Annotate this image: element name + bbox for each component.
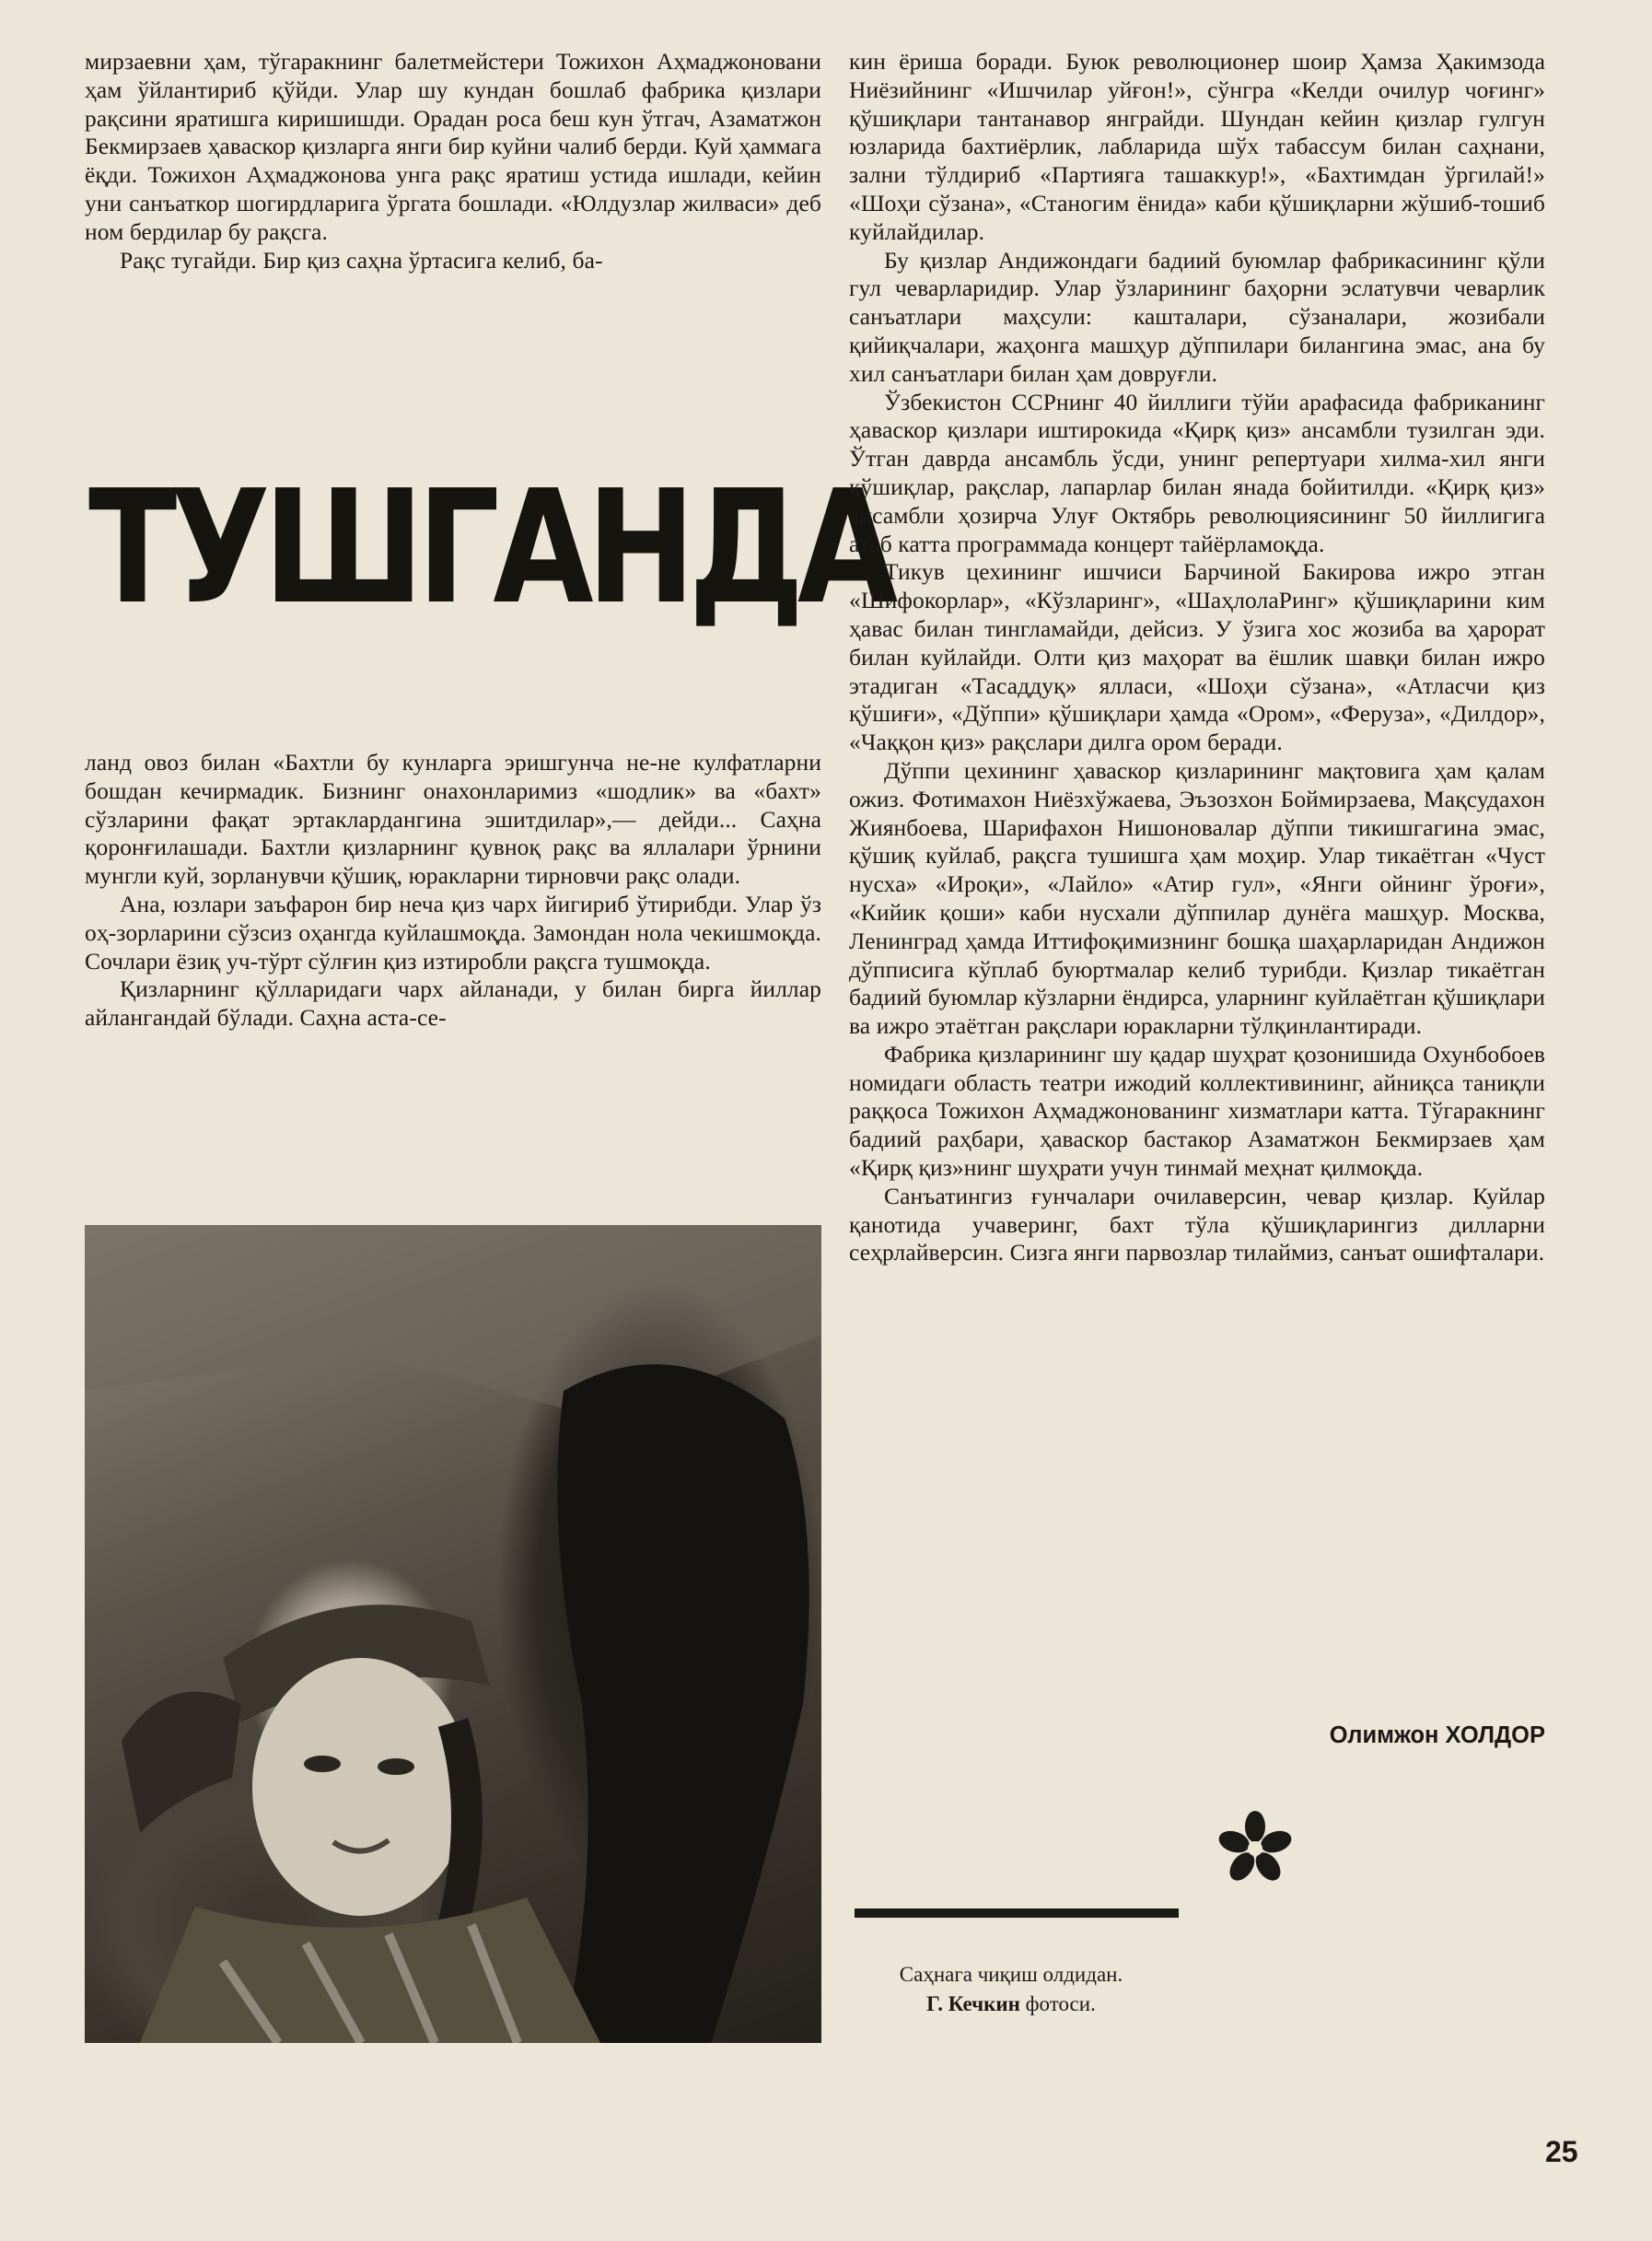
paragraph: кин ёриша боради. Буюк революционер шоир Ҳамза Ҳакимзода Ниёзийнинг «Ишчилар уйғон!», сўнгра «Келди очилур чоғинг» қўшиқлари тантанавор янграйди. Шундан кейин қизлар гулгун юзларида бахтиёрлик, лабларида шўх табассум билан саҳнани, зални тўлдириб «Партияга ташаккур!», «Бахтимдан ўргилай!» «Шоҳи сўзана», «Станогим ёнида» каби қўшиқларни жўшиб-тошиб куйлайдилар. — [849, 48, 1545, 245]
paragraph: Санъатингиз ғунчалари очилаверсин, чевар қизлар. Куйлар қанотида учаверинг, бахт тўла қўшиқларингиз дилларни сеҳрлайверсин. Сизга янги парвозлар тилаймиз, санъат ошифталари. — [849, 1182, 1545, 1266]
author-byline: Олимжон ХОЛДОР — [1329, 1722, 1545, 1748]
left-column-bottom — [85, 749, 821, 1033]
caption-suffix: фотоси. — [1019, 1992, 1096, 2015]
paragraph: мирзаевни ҳам, тўгаракнинг балетмейстери Тожихон Аҳмаджоновани ҳам ўйлантириб қўйди. Улар шу кундан бошлаб фабрика қизлари рақсини яратишга киришишди. Орадан роса беш кун ўтгач, Азаматжон Бекмирзаев ҳаваскор қизларга янги бир куйни чалиб берди. Куй ҳаммага ёқди. Тожихон Аҳмаджонова унга рақс яратиш устида ишлади, кейин уни санъаткор шогирдларига ўргата бошлади. «Юлдузлар жилваси» деб ном бердилар бу рақсга. — [85, 48, 821, 245]
paragraph: Ана, юзлари заъфарон бир неча қиз чарх йигириб ўтирибди. Улар ўз оҳ-зорларини сўзсиз оҳангда куйлашмоқда. Замондан нола чекишмоқда. Сочлари ёзиқ уч-тўрт сўлғин қиз изтиробли рақсга тушмоқда. — [85, 890, 821, 975]
flower-ornament-icon — [1214, 1807, 1297, 1890]
paragraph: Тикув цехининг ишчиси Барчиной Бакирова ижро этган «Шифокорлар», «Кўзларинг», «ШаҳлолаРинг» қўшиқларини ким ҳавас билан тингламайди, дейсиз. У ўзига хос жозиба ва ҳарорат билан куйлайди. Олти қиз маҳорат ва ёшлик шавқи билан ижро этадиган «Тасаддуқ» ялласи, «Шоҳи сўзана», «Атласчи қиз қўшиғи», «Дўппи» қўшиқлари ҳамда «Ором», «Феруза», «Дилдор», «Чаққон қиз» рақслари дилга ором беради. — [849, 558, 1545, 756]
paragraph: Қизларнинг қўлларидаги чарх айланади, у билан бирга йиллар айлангандай бўлади. Саҳна аста-се- — [85, 975, 821, 1032]
page-number: 25 — [1545, 2135, 1578, 2168]
photographer-name: Г. Кечкин — [926, 1992, 1020, 2015]
divider-rule — [855, 1908, 1179, 1918]
paragraph: Бу қизлар Андижондаги бадиий буюмлар фабрикасининг қўли гул чеварларидир. Улар ўзларининг баҳорни эслатувчи чеварлик санъатлари маҳсули: кашталари, сўзаналари, жозибали қийиқчалари, жаҳонга машҳур дўппилари билангина эмас, ана бу хил санъатлари билан ҳам довруғли. — [849, 246, 1545, 387]
photo-caption — [855, 1960, 1168, 2019]
left-column-top — [85, 48, 821, 274]
right-column — [849, 48, 1545, 1267]
paragraph: Дўппи цехининг ҳаваскор қизларининг мақтовига ҳам қалам ожиз. Фотимахон Ниёзхўжаева, Эъзозхон Боймирзаева, Мақсудахон Жиянбоева, Шарифахон Нишоновалар дўппи тикишгагина эмас, қўшиқ куйлаб, рақсга тушишга ҳам моҳир. Улар тикаётган «Чуст нусха» «Ироқи», «Лайло» «Атир гул», «Янги ойнинг ўроғи», «Кийик қоши» каби нусхали дўппилар дунёга машҳур. Москва, Ленинград ҳамда Иттифоқимизнинг бошқа шаҳарларидан Андижон дўпписига кўплаб буюртмалар келиб турибди. Қизлар тикаётган бадиий буюмлар кўзларни ёндирса, уларнинг куйлаётган қўшиқлари ва ижро этаётган рақслари юракларни тўлқинлантиради. — [849, 756, 1545, 1040]
photo-girls-backstage — [85, 1225, 821, 2043]
paragraph: Рақс тугайди. Бир қиз саҳна ўртасига келиб, ба- — [120, 246, 603, 274]
paragraph: Фабрика қизларининг шу қадар шуҳрат қозонишида Охунбобоев номидаги область театри ижодий коллективининг, айниқса таниқли раққоса Тожихон Аҳмаджонованинг хизматлари катта. Тўгаракнинг бадиий раҳбари, ҳаваскор бастакор Азаматжон Бекмирзаев ҳам «Қирқ қиз»нинг шуҳрати учун тинмай меҳнат қилмоқда. — [849, 1040, 1545, 1182]
photo-illustration — [85, 1225, 821, 2043]
headline: ТУШГАНДА — [88, 457, 891, 639]
caption-line: Саҳнага чиқиш олдидан. — [899, 1963, 1123, 1986]
paragraph: Ўзбекистон ССРнинг 40 йиллиги тўйи арафасида фабриканинг ҳаваскор қизлари иштирокида «Қирқ қиз» ансамбли тузилган эди. Ўтган даврда ансамбль ўсди, унинг репертуари хилма-хил янги қўшиқлар, рақслар, лапарлар билан янада бойитилди. «Қирқ қиз» ансамбли ҳозирча Улуғ Октябрь революциясининг 50 йиллигига атаб катта программада концерт тайёрламоқда. — [849, 388, 1545, 557]
caption-credit — [855, 1990, 1168, 2019]
paragraph: ланд овоз билан «Бахтли бу кунларга эришгунча не-не кулфатларни бошдан кечирмадик. Бизнинг онахонларимиз «шодлик» ва «бахт» сўзларини фақат эртаклардангина эшитдилар»,— дейди... Саҳна қоронғилашади. Бахтли қизларнинг қувноқ рақс ва яллалари ўрнини мунгли куй, зорланувчи қўшиқ, юракларни тирновчи рақс олади. — [85, 749, 821, 890]
